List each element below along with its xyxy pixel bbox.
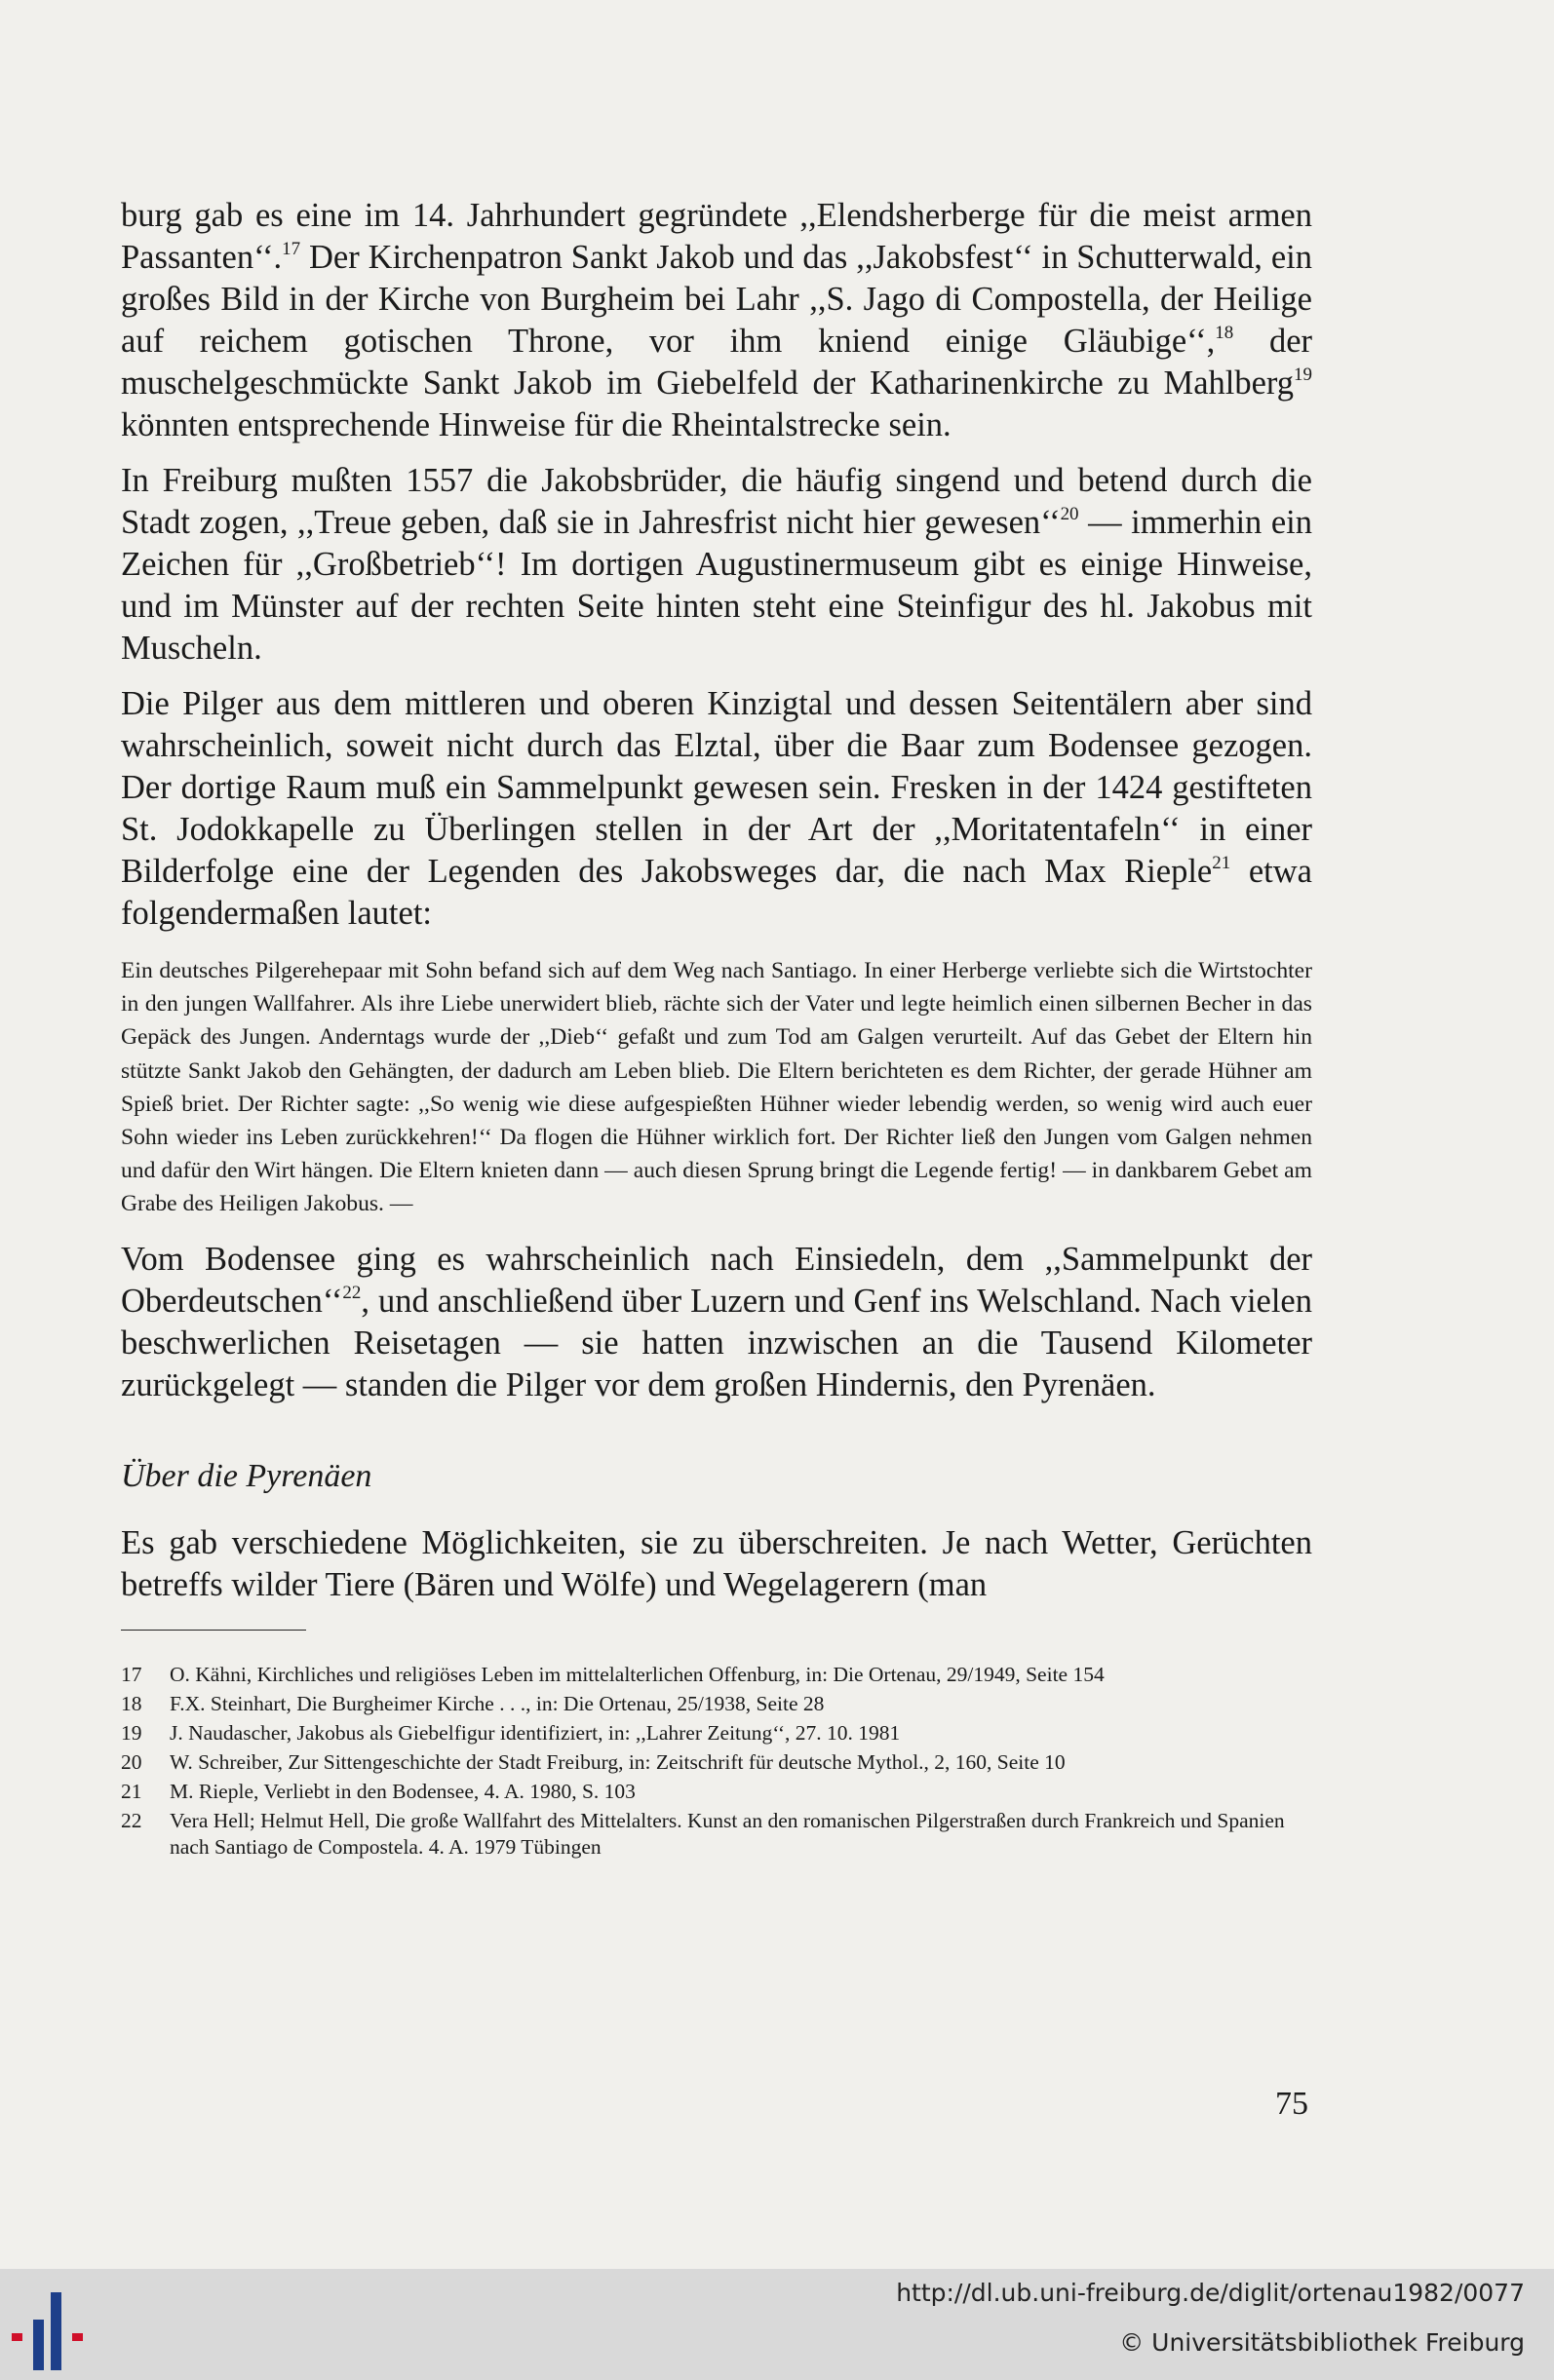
- footnote-text: F.X. Steinhart, Die Burgheimer Kirche . . ., in: Die Ortenau, 25/1938, Seite 28: [170, 1691, 825, 1715]
- footnote-text: W. Schreiber, Zur Sittengeschichte der Stadt Freiburg, in: Zeitschrift für deutsche Mythol., 2, 160, Seite 10: [170, 1749, 1066, 1774]
- footnote-item: [121, 1779, 1312, 1805]
- footnote-divider: [121, 1630, 306, 1631]
- body-paragraph: Es gab verschiedene Möglichkeiten, sie zu überschreiten. Je nach Wetter, Gerüchten betreffs wilder Tiere (Bären und Wölfe) und Wegelagerern (man: [121, 1523, 1312, 1603]
- text-run: Die Pilger aus dem mittleren und oberen Kinzigtal und dessen Seitentälern aber sind wahrscheinlich, soweit nicht durch das Elztal, über die Baar zum Bodensee gezogen. Der dortige Raum muß ein Sammelpunkt gewesen sein. Fresken in der 1424 gestifteten St. Jodokkapelle zu Überlingen stellen in der Art der ,,Moritatentafeln‘‘ in einer Bilderfolge eine der Legenden des Jakobsweges dar, die nach Max Rieple: [121, 685, 1312, 890]
- footnote-item: [121, 1691, 1312, 1717]
- text-run: , und anschließend über Luzern und Genf ins Welschland. Nach vielen beschwerlichen Reisetagen — sie hatten inzwischen an die Tausend Kilometer zurückgelegt — standen die Pilger vor dem großen Hindernis, den Pyrenäen.: [121, 1282, 1312, 1403]
- text-run: — immerhin ein Zeichen für ,,Großbetrieb‘‘! Im dortigen Augustinermuseum gibt es einige Hinweise, und im Münster auf der rechten Seite hinten steht eine Steinfigur des hl. Jakobus mit Muscheln.: [121, 504, 1312, 667]
- footnote-ref[interactable]: 20: [1060, 503, 1079, 524]
- text-run: In Freiburg mußten 1557 die Jakobsbrüder, die häufig singend und betend durch die Stadt zogen, ,,Treue geben, daß sie in Jahresfrist nicht hier gewesen‘‘: [121, 462, 1312, 541]
- footnote-item: [121, 1808, 1312, 1861]
- text-run: Vom Bodensee ging es wahrscheinlich nach Einsiedeln, dem ,,Sammelpunkt der Oberdeutschen‘‘: [121, 1240, 1312, 1320]
- text-run: Der Kirchenpatron Sankt Jakob und das ,,Jakobsfest‘‘ in Schutterwald, ein großes Bild in der Kirche von Burgheim bei Lahr ,,S. Jago di Compostella, der Heilige auf reichem gotischen Throne, vor ihm kniend einige Gläubige‘‘,: [121, 239, 1312, 360]
- footnote-text: M. Rieple, Verliebt in den Bodensee, 4. A. 1980, S. 103: [170, 1779, 636, 1803]
- text-run: könnten entsprechende Hinweise für die Rheintalstrecke sein.: [121, 406, 952, 443]
- ub-freiburg-logo-icon[interactable]: [8, 2281, 101, 2374]
- footnote-text: O. Kähni, Kirchliches und religiöses Leben im mittelalterlichen Offenburg, in: Die Ortenau, 29/1949, Seite 154: [170, 1662, 1105, 1686]
- body-paragraph: [121, 1239, 1312, 1406]
- footnote-ref[interactable]: 22: [342, 1282, 362, 1303]
- footnote-text: Vera Hell; Helmut Hell, Die große Wallfahrt des Mittelalters. Kunst an den romanischen Pilgerstraßen durch Frankreich und Spanien nach Santiago de Compostela. 4. A. 1979 Tübingen: [170, 1808, 1285, 1859]
- footnote-ref[interactable]: 17: [282, 238, 301, 259]
- legend-quote: Ein deutsches Pilgerehepaar mit Sohn befand sich auf dem Weg nach Santiago. In einer Herberge verliebte sich die Wirtstochter in den jungen Wallfahrer. Als ihre Liebe unerwidert blieb, rächte sich der Vater und legte heimlich einen silbernen Becher in das Gepäck des Jungen. Anderntags wurde der ,,Dieb‘‘ gefaßt und zum Tod am Galgen verurteilt. Auf das Gebet der Eltern hin stützte Sankt Jakob den Gehängten, der dadurch am Leben blieb. Die Eltern berichteten es dem Richter, der gerade Hühner am Spieß briet. Der Richter sagte: ,,So wenig wie diese aufgespießten Hühner wieder lebendig werden, so wenig wird auch euer Sohn wieder ins Leben zurückkehren!‘‘ Da flogen die Hühner wirklich fort. Der Richter ließ den Jungen vom Galgen nehmen und dafür den Wirt hängen. Die Eltern knieten dann — auch diesen Sprung bringt die Legende fertig! — in dankbarem Gebet am Grabe des Heiligen Jakobus. —: [121, 958, 1312, 1217]
- footnote-ref[interactable]: 18: [1215, 322, 1234, 343]
- footnote-ref[interactable]: 19: [1294, 364, 1312, 385]
- footnote-number: 20: [121, 1749, 142, 1774]
- source-url-link[interactable]: http://dl.ub.uni-freiburg.de/diglit/ortenau1982/0077: [896, 2279, 1525, 2307]
- footnote-item: [121, 1749, 1312, 1776]
- text-run: burg gab es eine im 14. Jahrhundert gegründete ,,Elendsherberge für die meist armen Passanten‘‘.: [121, 197, 1312, 276]
- body-paragraph: [121, 683, 1312, 935]
- footnote-number: 22: [121, 1808, 142, 1832]
- text-run: der muschelgeschmückte Sankt Jakob im Giebelfeld der Katharinenkirche zu Mahlberg: [121, 323, 1312, 402]
- footnote-number: 17: [121, 1662, 142, 1686]
- footnote-number: 19: [121, 1720, 142, 1745]
- footnote-ref[interactable]: 21: [1212, 852, 1231, 873]
- page-content: [121, 195, 1312, 1863]
- footnote-number: 18: [121, 1691, 142, 1715]
- body-paragraph: [121, 460, 1312, 670]
- footnote-item: [121, 1720, 1312, 1747]
- copyright-notice: © Universitätsbibliothek Freiburg: [1119, 2328, 1525, 2357]
- text-run: etwa folgendermaßen lautet:: [121, 853, 1312, 932]
- page-number: 75: [1275, 2086, 1308, 2122]
- section-heading: Über die Pyrenäen: [121, 1457, 372, 1494]
- footnotes: [121, 1662, 1312, 1861]
- body-paragraph: [121, 195, 1312, 446]
- footnote-item: [121, 1662, 1312, 1688]
- footnote-number: 21: [121, 1779, 142, 1803]
- footnote-text: J. Naudascher, Jakobus als Giebelfigur identifiziert, in: ,,Lahrer Zeitung‘‘, 27. 10. 1981: [170, 1720, 901, 1745]
